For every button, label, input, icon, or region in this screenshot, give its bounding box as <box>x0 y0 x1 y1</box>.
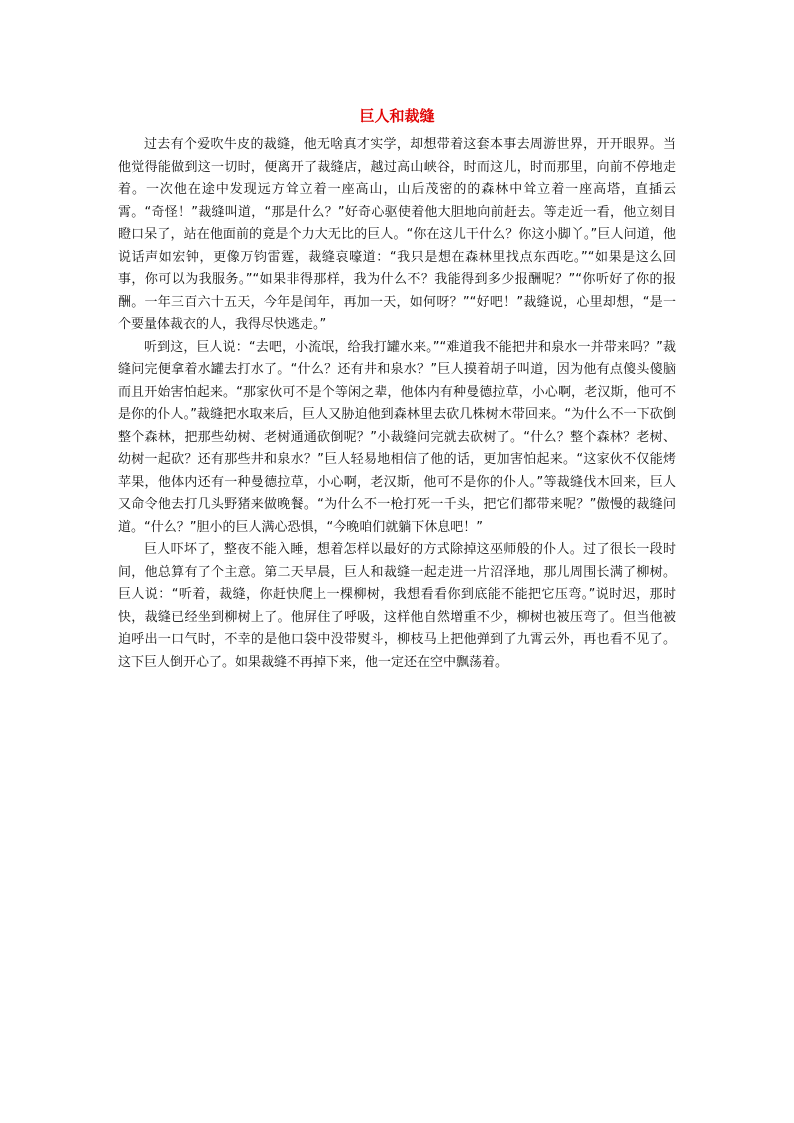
body-text <box>118 134 676 674</box>
paragraph-1: 过去有个爱吹牛皮的裁缝，他无啥真才实学，却想带着这套本事去周游世界，开开眼界。当他觉得能做到这一切时，便离开了裁缝店，越过高山峡谷，时而这儿，时而那里，向前不停地走着。一次他在途中发现远方耸立着一座高山，山后茂密的的森林中耸立着一座高塔，直插云霄。“奇怪！”裁缝叫道，“那是什么？”好奇心驱使着他大胆地向前赶去。等走近一看，他立刻目瞪口呆了，站在他面前的竟是个力大无比的巨人。“你在这儿干什么？你这小脚丫。”巨人问道，他说话声如宏钟，更像万钧雷霆，裁缝哀嚎道：“我只是想在森林里找点东西吃。”“如果是这么回事，你可以为我服务。”“如果非得那样，我为什么不？我能得到多少报酬呢？”“你听好了你的报酬。一年三百六十五天，今年是闰年，再加一天，如何呀？”“好吧！”裁缝说，心里却想，“是一个要量体裁衣的人，我得尽快逃走。” <box>118 137 676 332</box>
paragraph-2: 听到这，巨人说：“去吧，小流氓，给我打罐水来。”“难道我不能把井和泉水一并带来吗？”裁缝问完便拿着水罐去打水了。“什么？还有井和泉水？”巨人摸着胡子叫道，因为他有点傻头傻脑而且开始害怕起来。“那家伙可不是个等闲之辈，他体内有种曼德拉草，小心啊，老汉斯，他可不是你的仆人。”裁缝把水取来后，巨人又胁迫他到森林里去砍几株树木带回来。“为什么不一下砍倒整个森林，把那些幼树、老树通通砍倒呢？”小裁缝问完就去砍树了。“什么？整个森林？老树、幼树一起砍？还有那些井和泉水？”巨人轻易地相信了他的话，更加害怕起来。“这家伙不仅能烤苹果，他体内还有一种曼德拉草，小心啊，老汉斯，他可不是你的仆人。”等裁缝伐木回来，巨人又命令他去打几头野猪来做晚餐。“为什么不一枪打死一千头，把它们都带来呢？”傲慢的裁缝问道。“什么？”胆小的巨人满心恐惧，“今晚咱们就躺下休息吧！” <box>118 339 676 535</box>
page-title: 巨人和裁缝 <box>359 107 435 125</box>
paragraph-3: 巨人吓坏了，整夜不能入睡，想着怎样以最好的方式除掉这巫师般的仆人。过了很长一段时间，他总算有了个主意。第二天早晨，巨人和裁缝一起走进一片沼泽地，那儿周围长满了柳树。巨人说：“听着，裁缝，你赶快爬上一棵柳树，我想看看你到底能不能把它压弯。”说时迟，那时快，裁缝已经坐到柳树上了。他屏住了呼吸，这样他自然增重不少，柳树也被压弯了。但当他被迫呼出一口气时，不幸的是他口袋中没带熨斗，柳枝马上把他弹到了九霄云外，再也看不见了。这下巨人倒开心了。如果裁缝不再掉下来，他一定还在空中飘荡着。 <box>118 542 676 670</box>
